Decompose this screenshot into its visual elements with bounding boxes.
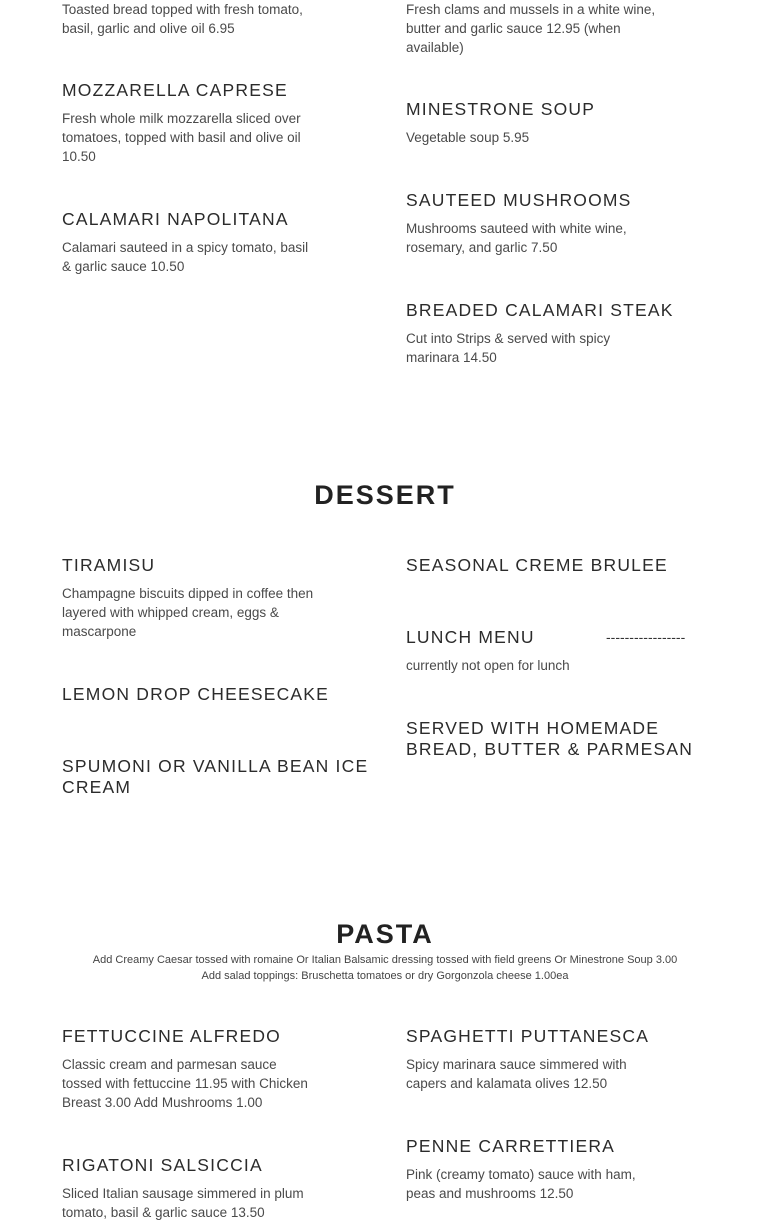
item-name: PENNE CARRETTIERA (406, 1136, 616, 1156)
item-description: currently not open for lunch (406, 658, 570, 673)
item-description: Cut into Strips & served with spicy marinara 14.50 (406, 331, 611, 365)
item-name: RIGATONI SALSICCIA (62, 1155, 263, 1175)
item-name: MOZZARELLA CAPRESE (62, 80, 288, 100)
section-title-dessert: DESSERT (314, 480, 456, 510)
item-description: Pink (creamy tomato) sauce with ham, peas and mushrooms 12.50 (406, 1167, 636, 1201)
item-description: Mushrooms sauteed with white wine, rosemary, and garlic 7.50 (406, 221, 627, 255)
item-name: LUNCH MENU (406, 627, 535, 647)
item-description: Fresh whole milk mozzarella sliced over tomatoes, topped with basil and olive oil 10.50 (62, 111, 301, 164)
dashed-divider: ----------------- (606, 629, 686, 645)
pasta-note-toppings: Add salad toppings: Bruschetta tomatoes or dry Gorgonzola cheese 1.00ea (201, 970, 569, 982)
item-name: SERVED WITH HOMEMADE BREAD, BUTTER & PARMESAN (406, 718, 694, 759)
menu-item (62, 0, 322, 38)
item-name: BREADED CALAMARI STEAK (406, 300, 674, 320)
item-description: Classic cream and parmesan sauce tossed with fettuccine 11.95 with Chicken Breast 3.00 Add Mushrooms 1.00 (62, 1057, 308, 1110)
item-name: SAUTEED MUSHROOMS (406, 190, 632, 210)
item-name: CALAMARI NAPOLITANA (62, 209, 289, 229)
menu-item-mozzarella-caprese (62, 80, 332, 166)
item-description: Calamari sauteed in a spicy tomato, basil & garlic sauce 10.50 (62, 240, 309, 274)
menu-item-rigatoni-salsiccia (62, 1155, 332, 1222)
item-description: Vegetable soup 5.95 (406, 130, 530, 145)
menu-item-penne-carrettiera (406, 1136, 706, 1203)
item-description: Fresh clams and mussels in a white wine, butter and garlic sauce 12.95 (when available) (406, 2, 656, 55)
item-description: Spicy marinara sauce simmered with capers and kalamata olives 12.50 (406, 1057, 627, 1091)
item-description: Champagne biscuits dipped in coffee then layered with whipped cream, eggs & mascarpone (62, 586, 314, 639)
menu-item-spaghetti-puttanesca (406, 1026, 706, 1093)
pasta-note-salad: Add Creamy Caesar tossed with romaine Or Italian Balsamic dressing tossed with field greens Or Minestrone Soup 3.00 (92, 954, 678, 966)
item-description: Sliced Italian sausage simmered in plum tomato, basil & garlic sauce 13.50 (62, 1186, 304, 1220)
item-name: SEASONAL CREME BRULEE (406, 555, 668, 575)
section-title-pasta: PASTA (336, 919, 434, 949)
menu-item-calamari-napolitana (62, 209, 332, 276)
item-name: LEMON DROP CHEESECAKE (62, 684, 330, 704)
menu-item-breaded-calamari-steak (406, 300, 706, 367)
menu-item-sauteed-mushrooms (406, 190, 706, 257)
item-name: TIRAMISU (62, 555, 156, 575)
menu-item-fettuccine-alfredo (62, 1026, 332, 1112)
item-name: FETTUCCINE ALFREDO (62, 1026, 281, 1046)
item-description: Toasted bread topped with fresh tomato, basil, garlic and olive oil 6.95 (62, 2, 303, 36)
menu-item-lemon-drop-cheesecake (62, 684, 362, 705)
item-name: SPUMONI OR VANILLA BEAN ICE CREAM (62, 756, 369, 797)
menu-item-tiramisu (62, 555, 332, 641)
menu-item-seasonal-creme-brulee (406, 555, 706, 576)
item-name: SPAGHETTI PUTTANESCA (406, 1026, 650, 1046)
menu-item (406, 0, 671, 57)
item-name: MINESTRONE SOUP (406, 99, 596, 119)
menu-item-served-with-bread (406, 718, 706, 760)
menu-item-minestrone-soup (406, 99, 706, 147)
menu-item-spumoni (62, 756, 372, 798)
